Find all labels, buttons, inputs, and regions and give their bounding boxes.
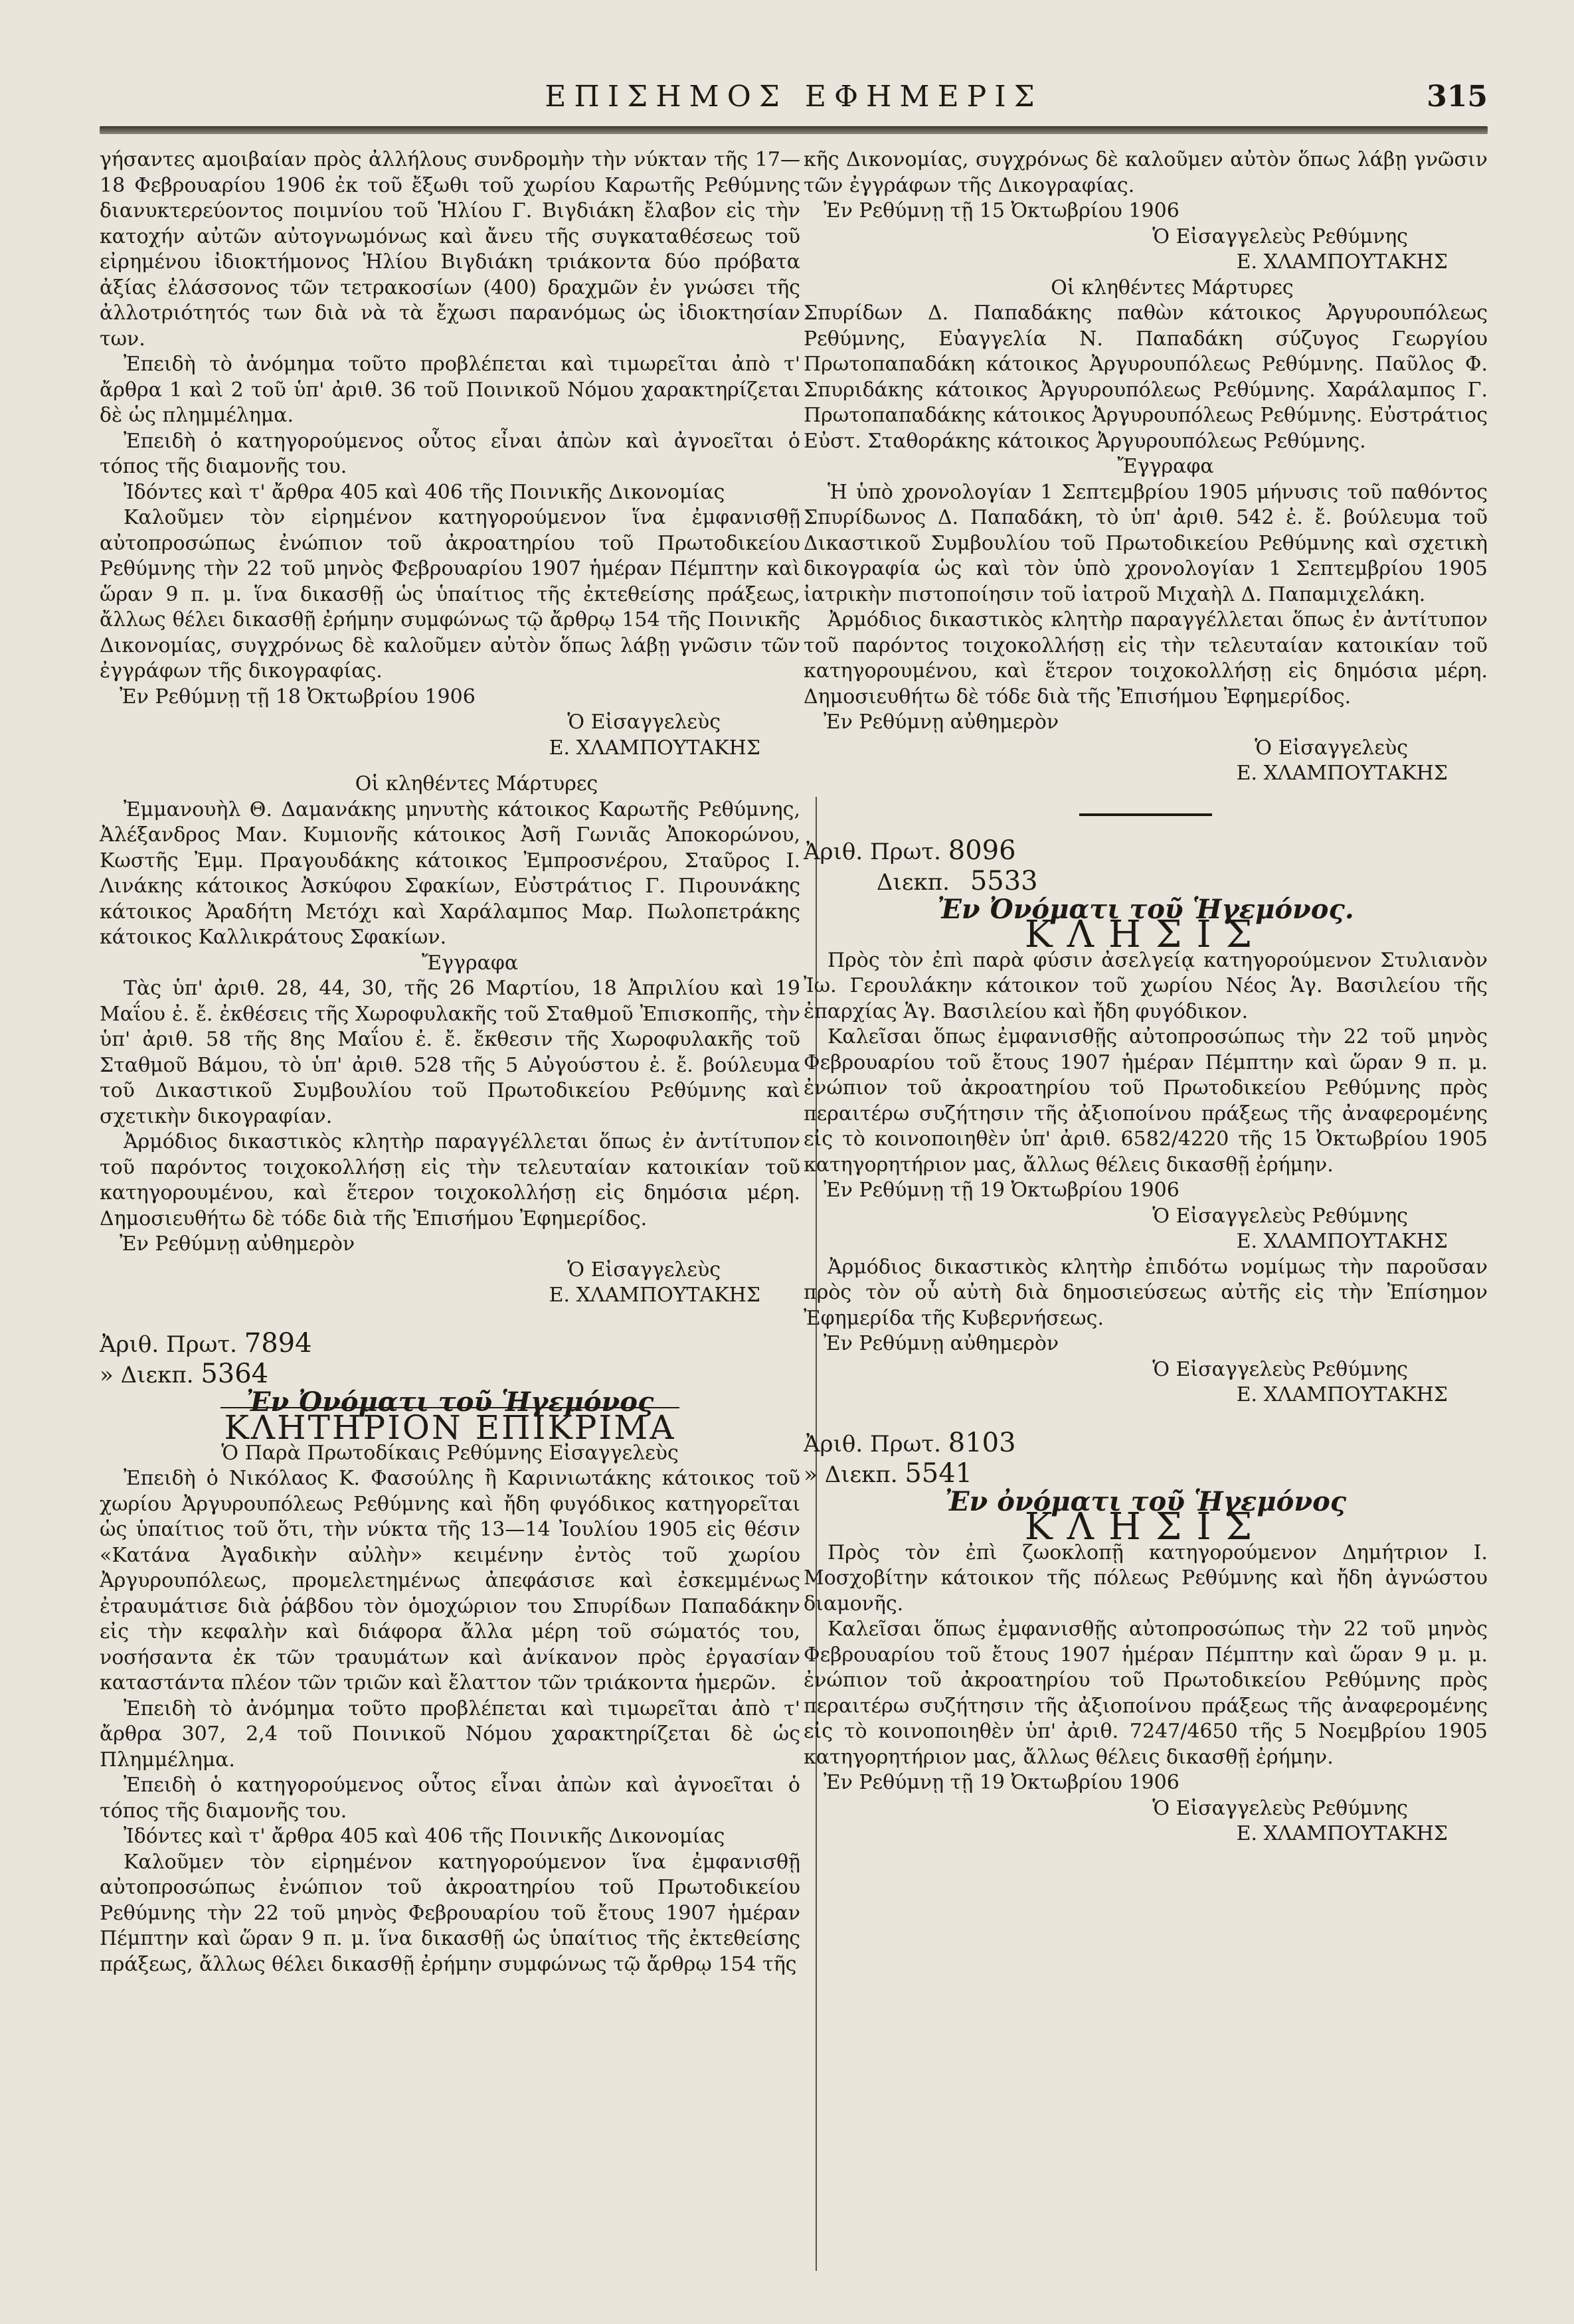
paragraph: Ἀρμόδιος δικαστικὸς κλητὴρ ἐπιδότω νομίμως τὴν παροῦσαν πρὸς τὸν οὗ αὐτὴ διὰ δημοσιεύσεως αὐτῆς εἰς τὴν Ἐπίσημον Ἐφημερίδα τῆς Κυβερνήσεως. (804, 1255, 1488, 1330)
paragraph: Πρὸς τὸν ἐπὶ ζωοκλοπῇ κατηγορούμενον Δημήτριον Ι. Μοσχοβίτην κάτοικον τῆς πόλεως Ρεθύμνης καὶ ἤδη ἀγνώστου διαμονῆς. (804, 1540, 1488, 1616)
header-rule (100, 126, 1488, 134)
witnesses-heading: Οἱ κληθέντες Μάρτυρες (1051, 276, 1294, 299)
paragraph: γήσαντες αμοιβαίαν πρὸς ἀλλήλους συνδρομὴν τὴν νύκταν τῆς 17—18 Φεβρουαρίου 1906 ἐκ τοῦ ἔξωθι τοῦ χωρίου Καρωτῆς Ρεθύμνης διανυκτερεύοντος ποιμνίου τοῦ Ἡλίου Γ. Βιγδιάκη ἔλαβον εἰς τὴν κατοχήν αὐτῶν αὐτογνωμόνως καὶ ἄνευ τῆς συγκαταθέσεως τοῦ εἰρημένου ἰδιοκτήμονος Ἡλίου Βιγδιάκη τριάκοντα δύο πρόβατα ἀξίας ἐλάσσονος τῶν τετρακοσίων (400) δραχμῶν ἐν γνώσει τῆς ἀλλοτριότητός των διὰ νὰ τὰ ἔχωσι παρανόμως ὡς ἰδιοκτησίαν των. (100, 148, 800, 351)
signature-name: Ε. ΧΛΑΜΠΟΥΤΑΚΗΣ (549, 736, 760, 760)
dispatch-label: » Διεκπ. (100, 1361, 194, 1388)
right-column (804, 147, 1488, 1847)
documents-list: Τὰς ὑπ' ἀριθ. 28, 44, 30, τῆς 26 Μαρτίου, 18 Ἀπριλίου καὶ 19 Μαΐου ἐ. ἔ. ἐκθέσεις τῆς Χωροφυλακῆς τοῦ Σταθμοῦ Ἐπισκοπῆς, τὴν ὑπ' ἀριθ. 58 τῆς 8ης Μαΐου ἐ. ἔ. ἔκθεσιν τῆς Χωροφυλακῆς τοῦ Σταθμοῦ Βάμου, τὸ ὑπ' ἀριθ. 528 τῆς 5 Αὐγούστου ἐ. ἔ. βούλευμα τοῦ Δικαστικοῦ Συμβουλίου τοῦ Πρωτοδικείου Ρεθύμνης καὶ σχετικὴν δικογραφίαν. (100, 977, 800, 1128)
signature-name: Ε. ΧΛΑΜΠΟΥΤΑΚΗΣ (1236, 250, 1448, 274)
protocol-number: 7894 (244, 1327, 312, 1359)
dispatch-label: » Διεκπ. (804, 1461, 898, 1488)
signature-name: Ε. ΧΛΑΜΠΟΥΤΑΚΗΣ (1236, 1230, 1448, 1253)
witnesses-list: Σπυρίδων Δ. Παπαδάκης παθὼν κάτοικος Ἀργυρουπόλεως Ρεθύμνης, Εὐαγγελία Ν. Παπαδάκη σύζυγος Γεωργίου Πρωτοπαπαδάκη κάτοικος Ἀργυρουπόλεως Ρεθύμνης. Παῦλος Φ. Σπυριδάκης κάτοικος Ἀργυρουπόλεως Ρεθύμνης. Χαράλαμπος Γ. Πρωτοπαπαδάκης κάτοικος Ἀργυρουπόλεως Ρεθύμνης. Εὐστράτιος Εὐστ. Σταθοράκης κάτοικος Ἀργυρουπόλεως Ρεθύμνης. (804, 301, 1488, 453)
signature-role: Ὁ Εἰσαγγελεὺς (567, 1258, 721, 1282)
dispatch-label: Διεκπ. (877, 869, 950, 896)
paragraph: Ἐπειδὴ ὁ Νικόλαος Κ. Φασούλης ἢ Καρινιωτάκης κάτοικος τοῦ χωρίου Ἀργυρουπόλεως Ρεθύμνης καὶ ἤδη φυγόδικος κατηγορεῖται ὡς ὑπαίτιος τοῦ ὅτι, τὴν νύκτα τῆς 13—14 Ἰουλίου 1905 εἰς θέσιν «Κατάνα Ἀγαδικὴν αὐλὴν» κειμένην ἐντὸς τοῦ χωρίου Ἀργυρουπόλεως, προμελετημένως ἀπεφάσισε καὶ ἐσκεμμένως ἐτραυμάτισε διὰ ῥάβδου τὸν ὁμοχώριον του Σπυρίδων Παπαδάκην εἰς τὴν κεφαλὴν καὶ διάφορα ἄλλα μέρη τοῦ σώματός του, νοσήσαντα ἐκ τῶν τραυμάτων καὶ ἀνίκανον πρὸς ἐργασίαν καταστάντα πλέον τῶν τριῶν καὶ ἔλαττον τῶν τριάκοντα ἡμερῶν. (100, 1467, 800, 1695)
signature-role: Ὁ Εἰσαγγελεὺς Ρεθύμνης (1152, 1796, 1408, 1820)
protocol-number: 8103 (948, 1427, 1016, 1458)
notice-banner: Ἐν Ὀνόματι τοῦ Ἡγεμόνος. (937, 893, 1354, 925)
witnesses-heading: Οἱ κληθέντες Μάρτυρες (355, 772, 598, 795)
paragraph: Ἀρμόδιος δικαστικὸς κλητὴρ παραγγέλλεται ὅπως ἐν ἀντίτυπον τοῦ παρόντος τοιχοκολλήσῃ εἰς τὴν τελευταίαν κατοικίαν τοῦ κατηγορουμένου, καὶ ἕτερον τοιχοκολλήσῃ εἰς δημόσια μέρη. Δημοσιευθήτω δὲ τόδε διὰ τῆς Ἐπισήμου Ἐφημερίδος. (804, 608, 1488, 708)
signature-role: Ὁ Εἰσαγγελεὺς Ρεθύμνης (1152, 224, 1408, 248)
protocol-numbers (100, 1329, 800, 1390)
signature-name: Ε. ΧΛΑΜΠΟΥΤΑΚΗΣ (549, 1284, 760, 1307)
witnesses-list: Ἐμμανουὴλ Θ. Δαμανάκης μηνυτὴς κάτοικος Καρωτῆς Ρεθύμνης, Ἀλέξανδρος Μαν. Κυμιονῆς κάτοικος Ἀσῆ Γωνιᾶς Ἀποκορώνου, Κωστῆς Ἐμμ. Πραγουδάκης κάτοικος Ἐμπροσνέρου, Σταῦρος Ι. Λινάκης κάτοικος Ἀσκύφου Σφακίων, Εὐστράτιος Γ. Πιρουνάκης κάτοικος Ἀραδήτη Μετόχι καὶ Χαράλαμπος Μαρ. Πωλοπετράκης κάτοικος Καλλικράτους Σφακίων. (100, 797, 800, 949)
protocol-numbers (804, 836, 1488, 897)
paragraph: κῆς Δικονομίας, συγχρόνως δὲ καλοῦμεν αὐτὸν ὅπως λάβῃ γνῶσιν τῶν ἐγγράφων τῆς Δικογραφίας. (804, 148, 1488, 197)
protocol-label: Ἀριθ. Πρωτ. (804, 838, 941, 865)
signature-name: Ε. ΧΛΑΜΠΟΥΤΑΚΗΣ (1236, 1383, 1448, 1406)
protocol-label: Ἀριθ. Πρωτ. (804, 1430, 941, 1457)
notice-subtitle: Ὁ Παρὰ Πρωτοδίκαις Ρεθύμνης Εἰσαγγελεὺς (221, 1441, 679, 1465)
paragraph: Καλεῖσαι ὅπως ἐμφανισθῇς αὐτοπροσώπως τὴν 22 τοῦ μηνὸς Φεβρουαρίου τοῦ ἔτους 1907 ἡμέραν Πέμπτην καὶ ὥραν 9 π. μ. ἐνώπιον τοῦ ἀκροατηρίου τοῦ Πρωτοδικείου Ρεθύμνης πρὸς περαιτέρω συζήτησιν τῆς ἀξιοποίνου πράξεως τῆς ἀναφερομένης εἰς τὸ κοινοποιηθὲν ὑπ' ἀριθ. 6582/4220 τῆς 15 Ὀκτωβρίου 1905 κατηγορητήριον μας, ἄλλως θέλεις δικασθῇ ἐρήμην. (804, 1025, 1488, 1177)
paragraph: Ἰδόντες καὶ τ' ἄρθρα 405 καὶ 406 τῆς Ποινικῆς Δικονομίας (124, 1825, 725, 1848)
paragraph: Ἰδόντες καὶ τ' ἄρθρα 405 καὶ 406 τῆς Ποινικῆς Δικονομίας (124, 480, 725, 504)
paragraph: Ἐπειδὴ τὸ ἀνόμημα τοῦτο προβλέπεται καὶ τιμωρεῖται ἀπὸ τ' ἄρθρα 1 καὶ 2 τοῦ ὑπ' ἀριθ. 36 τοῦ Ποινικοῦ Νόμου χαρακτηρίζεται δὲ ὡς πλημμέλημα. (100, 353, 800, 427)
dateline: Ἐν Ρεθύμνῃ αὐθημερὸν (120, 1232, 355, 1256)
paragraph: Καλοῦμεν τὸν εἰρημένον κατηγορούμενον ἵνα ἐμφανισθῇ αὐτοπροσώπως ἐνώπιον τοῦ ἀκροατηρίου τοῦ Πρωτοδικείου Ρεθύμνης τὴν 22 τοῦ μηνὸς Φεβρουαρίου τοῦ ἔτους 1907 ἡμέραν Πέμπτην καὶ ὥραν 9 π. μ. ἵνα δικασθῇ ὡς ὑπαίτιος τῆς ἐκτεθείσης πράξεως, ἄλλως θέλει δικασθῇ ἐρήμην συμφώνως τῷ ἄρθρῳ 154 τῆς (100, 1850, 800, 1976)
protocol-label: Ἀριθ. Πρωτ. (100, 1331, 237, 1358)
notice-banner: Ἐν ὀνόματι τοῦ Ἡγεμόνος (944, 1485, 1347, 1517)
paragraph: Πρὸς τὸν ἐπὶ παρὰ φύσιν ἀσελγείᾳ κατηγορούμενον Στυλιανὸν Ἰω. Γερουλάκην κάτοικον τοῦ χωρίου Νέος Ἁγ. Βασιλείου τῆς ἐπαρχίας Ἁγ. Βασιλείου καὶ ἤδη φυγόδικον. (804, 948, 1488, 1023)
left-column (100, 147, 800, 1977)
documents-list: Ἡ ὑπὸ χρονολογίαν 1 Σεπτεμβρίου 1905 μήνυσις τοῦ παθόντος Σπυρίδωνος Δ. Παπαδάκη, τὸ ὑπ' ἀριθ. 542 ἐ. ἔ. βούλευμα τοῦ Δικαστικοῦ Συμβουλίου τοῦ Πρωτοδικείου Ρεθύμνης καὶ σχετικὴ δικογραφία ὡς καὶ τὸν ὑπὸ χρονολογίαν 1 Σεπτεμβρίου 1905 ἰατρικὴν πιστοποίησιν τοῦ ἰατροῦ Μιχαὴλ Δ. Παπαμιχελάκη. (804, 480, 1488, 606)
paragraph: Ἐπειδὴ ὁ κατηγορούμενος οὗτος εἶναι ἀπὼν καὶ ἀγνοεῖται ὁ τόπος τῆς διαμονῆς του. (100, 1774, 800, 1823)
notice-title-text: ΚΛΗΤΗΡΙΟΝ ΕΠΙΚΡΙΜΑ (220, 1407, 680, 1447)
paragraph: Ἐπειδὴ τὸ ἀνόμημα τοῦτο προβλέπεται καὶ τιμωρεῖται ἀπὸ τ' ἄρθρα 307, 2,4 τοῦ Ποινικοῦ Νόμου χαρακτηρίζεται δὲ ὡς Πλημμέλημα. (100, 1697, 800, 1772)
protocol-numbers (804, 1428, 1488, 1489)
signature-name: Ε. ΧΛΑΜΠΟΥΤΑΚΗΣ (1236, 1822, 1448, 1845)
dateline: Ἐν Ρεθύμνῃ αὐθημερὸν (824, 710, 1059, 734)
paragraph: Ἐπειδὴ ὁ κατηγορούμενος οὗτος εἶναι ἀπὼν καὶ ἀγνοεῖται ὁ τόπος τῆς διαμονῆς του. (100, 429, 800, 478)
signature-role: Ὁ Εἰσαγγελεὺς Ρεθύμνης (1152, 1204, 1408, 1228)
notice-title (100, 1408, 800, 1447)
signature-role: Ὁ Εἰσαγγελεὺς Ρεθύμνης (1152, 1357, 1408, 1381)
documents-heading: Ἔγγραφα (1117, 455, 1214, 478)
notice-banner: Ἐν Ὀνόματι τοῦ Ἡγεμόνος (246, 1386, 654, 1418)
signature-role: Ὁ Εἰσαγγελεὺς (567, 710, 721, 734)
dispatch-number: 5533 (970, 865, 1038, 896)
notice-title: ΚΛΗΣΙΣ (1024, 913, 1267, 956)
signature-role: Ὁ Εἰσαγγελεὺς (1255, 736, 1408, 760)
dateline: Ἐν Ρεθύμνῃ τῇ 19 Ὀκτωβρίου 1906 (824, 1179, 1180, 1202)
paragraph: Καλεῖσαι ὅπως ἐμφανισθῇς αὐτοπροσώπως τὴν 22 τοῦ μηνὸς Φεβρουαρίου τοῦ ἔτους 1907 ἡμέραν Πέμπτην καὶ ὥραν 9 μ. μ. ἐνώπιον τοῦ ἀκροατηρίου τοῦ Πρωτοδικείου Ρεθύμνης πρὸς περαιτέρω συζήτησιν τῆς ἀξιοποίνου πράξεως τῆς ἀναφερομένης εἰς τὸ κοινοποιηθὲν ὑπ' ἀριθ. 7247/4650 τῆς 5 Νοεμβρίου 1905 κατηγορητήριον μας, ἄλλως θέλεις δικασθῇ ἐρήμην. (804, 1618, 1488, 1769)
page-number: 315 (1427, 80, 1488, 114)
dispatch-number: 5541 (905, 1457, 973, 1489)
dateline: Ἐν Ρεθύμνῃ τῇ 18 Ὀκτωβρίου 1906 (120, 685, 476, 708)
paragraph: Καλοῦμεν τὸν εἰρημένον κατηγορούμενον ἵνα ἐμφανισθῇ αὐτοπροσώπως ἐνώπιον τοῦ ἀκροατηρίου τοῦ Πρωτοδικείου Ρεθύμνης τὴν 22 τοῦ μηνὸς Φεβρουαρίου 1907 ἡμέραν Πέμπτην καὶ ὥραν 9 π. μ. ἵνα δικασθῇ ὡς ὑπαίτιος τῆς ἐκτεθείσης πράξεως, ἄλλως θέλει δικασθῇ ἐρήμην συμφώνως τῷ ἄρθρῳ 154 τῆς Ποινικῆς Δικονομίας, συγχρόνως δὲ καλοῦμεν αὐτὸν ὅπως λάβῃ γνῶσιν τῶν ἐγγράφων τῆς δικογραφίας. (100, 506, 800, 683)
documents-heading: Ἔγγραφα (421, 951, 519, 975)
page-header (100, 80, 1488, 126)
dateline: Ἐν Ρεθύμνῃ αὐθημερὸν (824, 1332, 1059, 1355)
dateline: Ἐν Ρεθύμνῃ τῇ 19 Ὀκτωβρίου 1906 (824, 1771, 1180, 1794)
section-rule (1079, 813, 1212, 816)
protocol-number: 8096 (948, 835, 1016, 866)
dateline: Ἐν Ρεθύμνῃ τῇ 15 Ὀκτωβρίου 1906 (824, 199, 1180, 222)
signature-name: Ε. ΧΛΑΜΠΟΥΤΑΚΗΣ (1236, 762, 1448, 785)
notice-title: ΚΛΗΣΙΣ (1024, 1505, 1267, 1548)
dispatch-number: 5364 (201, 1358, 269, 1389)
paragraph: Ἀρμόδιος δικαστικὸς κλητὴρ παραγγέλλεται ὅπως ἐν ἀντίτυπον τοῦ παρόντος τοιχοκολλήσῃ εἰς τὴν τελευταίαν κατοικίαν τοῦ κατηγορουμένου, καὶ ἕτερον τοιχοκολλήσῃ εἰς δημόσια μέρη. Δημοσιευθήτω δὲ τόδε διὰ τῆς Ἐπισήμου Ἐφημερίδος. (100, 1130, 800, 1230)
newspaper-title: ΕΠΙΣΗΜΟΣ ΕΦΗΜΕΡΙΣ (545, 80, 1043, 114)
